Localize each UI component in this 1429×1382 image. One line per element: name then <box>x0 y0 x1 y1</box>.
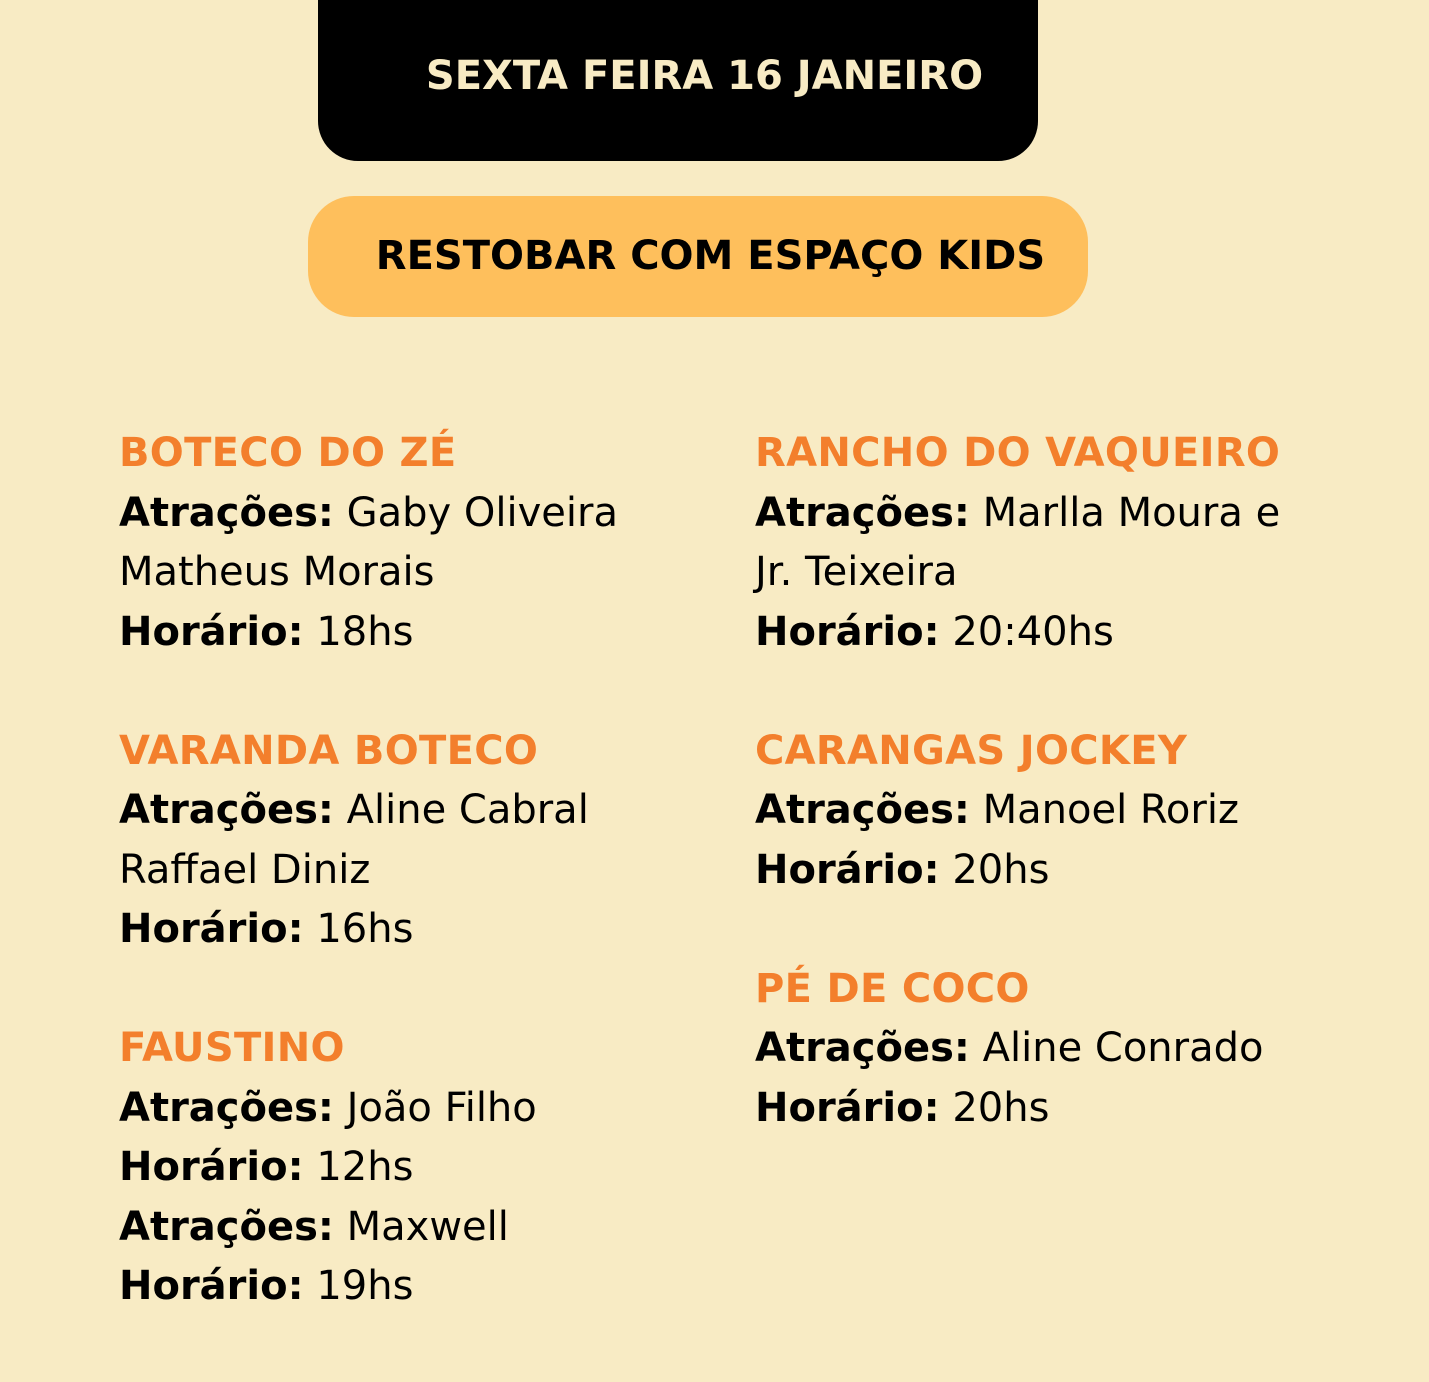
attractions-value: Aline Conrado <box>982 1025 1264 1071</box>
attractions-line <box>755 484 1315 544</box>
attractions-continuation: Raffael Diniz <box>119 846 371 893</box>
time-line-2 <box>119 1257 679 1317</box>
time-label: Horário: <box>755 846 940 893</box>
time-label: Horário: <box>119 906 304 952</box>
venue-faustino <box>119 1019 679 1317</box>
venue-rancho-do-vaqueiro <box>755 424 1315 662</box>
venue-varanda-boteco <box>119 722 679 960</box>
left-column <box>119 424 679 1376</box>
venue-carangas-jockey <box>755 722 1315 901</box>
venue-name: FAUSTINO <box>119 1025 345 1071</box>
right-column <box>755 424 1315 1198</box>
date-title: SEXTA FEIRA 16 JANEIRO <box>425 53 984 99</box>
attractions-line <box>755 781 1315 841</box>
time-line <box>119 900 679 960</box>
time-label: Horário: <box>119 608 304 655</box>
time-line <box>119 603 679 663</box>
time-value: 20hs <box>952 846 1050 893</box>
attractions-value: Marlla Moura e <box>982 489 1281 536</box>
time-line <box>119 1138 679 1198</box>
attractions-line <box>119 1079 679 1139</box>
venue-boteco-do-ze <box>119 424 679 662</box>
attractions-line-2 <box>119 1198 679 1258</box>
time-value: 20:40hs <box>952 608 1114 655</box>
venue-pe-de-coco <box>755 960 1315 1139</box>
attractions-label: Atrações: <box>755 787 970 833</box>
attractions-value: Aline Cabral <box>346 787 589 833</box>
time-line <box>755 841 1315 901</box>
time-value: 16hs <box>316 906 414 952</box>
attractions-line <box>119 781 679 841</box>
time-label: Horário: <box>755 1084 940 1131</box>
attractions-value: Maxwell <box>346 1203 509 1250</box>
time-value: 19hs <box>316 1263 414 1309</box>
time-label: Horário: <box>119 1144 304 1190</box>
venue-name: CARANGAS JOCKEY <box>755 727 1188 774</box>
attractions-label: Atrações: <box>755 489 970 536</box>
attractions-label: Atrações: <box>119 787 334 833</box>
time-value: 20hs <box>952 1084 1050 1131</box>
attractions-label: Atrações: <box>119 1203 334 1250</box>
attractions-label: Atrações: <box>119 1084 334 1131</box>
attractions-label: Atrações: <box>119 489 334 536</box>
attractions-label: Atrações: <box>755 1025 970 1071</box>
time-value: 18hs <box>316 608 414 655</box>
venue-name: VARANDA BOTECO <box>119 727 539 774</box>
venue-name: RANCHO DO VAQUEIRO <box>755 430 1281 476</box>
attractions-line <box>119 484 679 544</box>
attractions-continuation: Matheus Morais <box>119 549 435 595</box>
time-line <box>755 603 1315 663</box>
category-title: RESTOBAR COM ESPAÇO KIDS <box>375 233 1046 279</box>
attractions-continuation: Jr. Teixeira <box>755 549 958 595</box>
venue-name: PÉ DE COCO <box>755 965 1030 1012</box>
time-line <box>755 1079 1315 1139</box>
attractions-value: Gaby Oliveira <box>346 489 618 536</box>
attractions-value: João Filho <box>346 1084 537 1131</box>
time-label: Horário: <box>755 608 940 655</box>
attractions-line <box>755 1019 1315 1079</box>
venue-name: BOTECO DO ZÉ <box>119 430 457 476</box>
attractions-value: Manoel Roriz <box>982 787 1239 833</box>
time-label: Horário: <box>119 1263 304 1309</box>
time-value: 12hs <box>316 1144 414 1190</box>
